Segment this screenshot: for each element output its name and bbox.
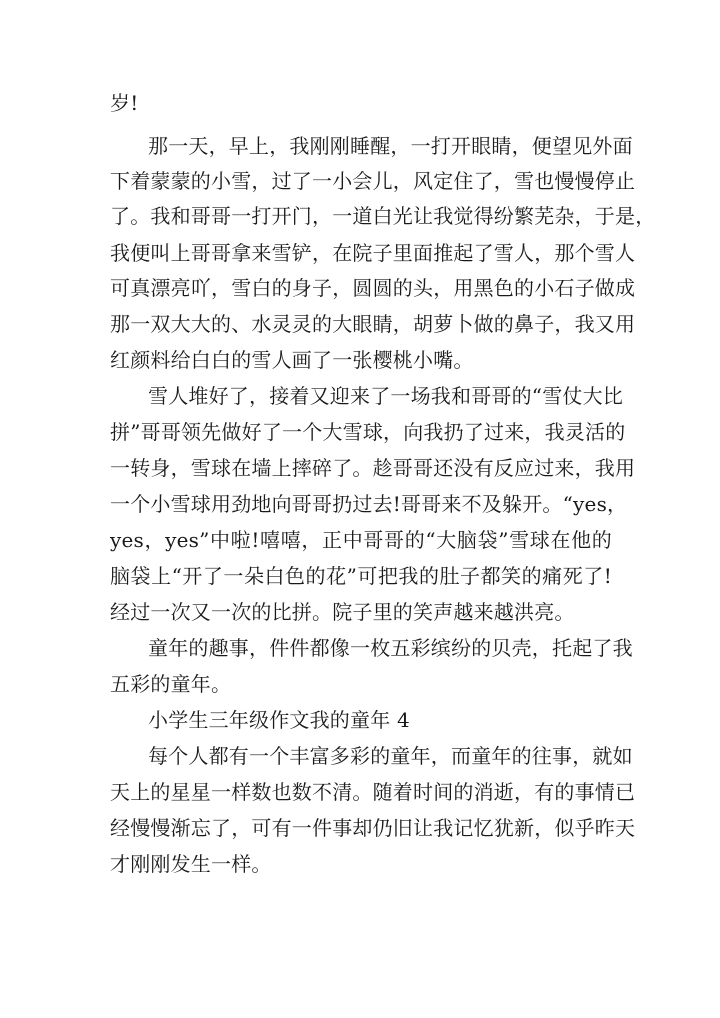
text-line: 可真漂亮吖，雪白的身子，圆圆的头，用黑色的小石子做成 [110,276,636,300]
text-line: 脑袋上“开了一朵白色的花”可把我的肚子都笑的痛死了! [110,564,612,588]
text-line: 拼”哥哥领先做好了一个大雪球，向我扔了过来，我灵活的 [110,420,626,444]
text-line: 下着蒙蒙的小雪，过了一小会儿，风定住了，雪也慢慢停止 [110,169,636,193]
paragraph-first-line: 童年的趣事，件件都像一枚五彩缤纷的贝壳，托起了我 [148,636,633,660]
text-line: 才刚刚发生一样。 [110,852,272,876]
paragraph-first-line: 每个人都有一个丰富多彩的童年，而童年的往事，就如 [148,744,633,768]
paragraph-first-line: 那一天，早上，我刚刚睡醒，一打开眼睛，便望见外面 [148,134,633,158]
text-line: 一个小雪球用劲地向哥哥扔过去!哥哥来不及躲开。“yes， [110,492,628,516]
text-line: 红颜料给白白的雪人画了一张樱桃小嘴。 [110,348,474,372]
text-line: 了。我和哥哥一打开门，一道白光让我觉得纷繁芜杂，于是， [110,204,656,228]
text-line: yes，yes”中啦!嘻嘻，正中哥哥的“大脑袋”雪球在他的 [110,528,612,552]
section-heading: 小学生三年级作文我的童年 4 [148,708,410,732]
text-line: 岁! [110,91,139,115]
text-line: 一转身，雪球在墙上摔碎了。趁哥哥还没有反应过来，我用 [110,456,636,480]
text-line: 那一双大大的、水灵灵的大眼睛，胡萝卜做的鼻子，我又用 [110,312,636,336]
text-line: 我便叫上哥哥拿来雪铲，在院子里面推起了雪人，那个雪人 [110,241,636,265]
text-line: 经慢慢渐忘了，可有一件事却仍旧让我记忆犹新，似乎昨天 [110,816,636,840]
text-line: 五彩的童年。 [110,672,232,696]
paragraph-first-line: 雪人堆好了，接着又迎来了一场我和哥哥的“雪仗大比 [148,384,624,408]
text-line: 天上的星星一样数也数不清。随着时间的消逝，有的事情已 [110,780,636,804]
text-line: 经过一次又一次的比拼。院子里的笑声越来越洪亮。 [110,600,575,624]
